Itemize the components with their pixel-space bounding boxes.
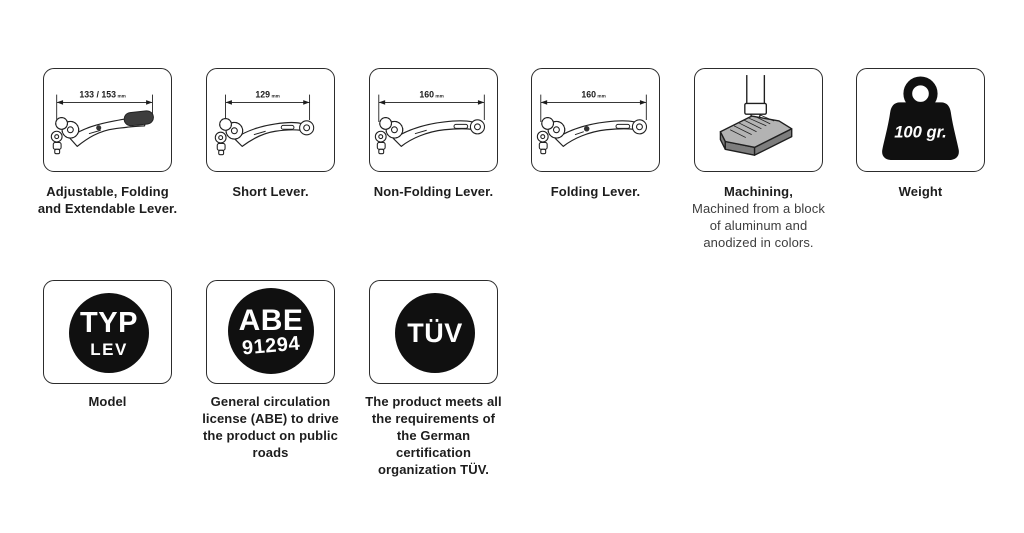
feature-card-tuv <box>369 280 498 384</box>
short-lever-icon <box>207 69 334 171</box>
feature-card-machining <box>694 68 823 172</box>
feature-card-non-folding-lever <box>369 68 498 172</box>
feature-card-short-lever <box>206 68 335 172</box>
feature-card-folding-lever <box>531 68 660 172</box>
card-caption: Machining, Machined from a block of aluminum and anodized in colors. <box>692 184 825 250</box>
dimension-label: 160mm <box>581 89 606 100</box>
card-caption: General circulation license (ABE) to drive the product on public roads <box>202 394 339 460</box>
card-caption: The product meets all the requirements of the German certification organization TÜV. <box>365 394 502 477</box>
weight-value-label: 100 gr. <box>894 122 947 142</box>
weight-icon <box>857 69 984 171</box>
card-caption: Non-Folding Lever. <box>373 184 494 199</box>
non-folding-lever-icon <box>370 69 497 171</box>
card-caption: Model <box>88 394 127 409</box>
feature-card-abe <box>206 280 335 384</box>
adjustable-lever-icon <box>44 69 171 171</box>
feature-card-weight <box>856 68 985 172</box>
machining-icon <box>695 69 822 171</box>
card-caption: Weight <box>898 184 943 199</box>
feature-card-adjustable-lever <box>43 68 172 172</box>
dimension-label: 133 / 153mm <box>79 89 126 100</box>
dimension-label: 160mm <box>419 89 444 100</box>
tuv-badge: TÜV <box>395 293 475 373</box>
dimension-label: 129mm <box>255 89 280 100</box>
abe-badge: ABE 91294 <box>228 288 314 374</box>
card-caption: Adjustable, Folding and Extendable Lever. <box>37 184 178 216</box>
card-caption: Folding Lever. <box>550 184 641 199</box>
card-caption: Short Lever. <box>232 184 309 199</box>
feature-card-model <box>43 280 172 384</box>
typ-lev-badge: TYP LEV <box>69 293 149 373</box>
folding-lever-icon <box>532 69 659 171</box>
